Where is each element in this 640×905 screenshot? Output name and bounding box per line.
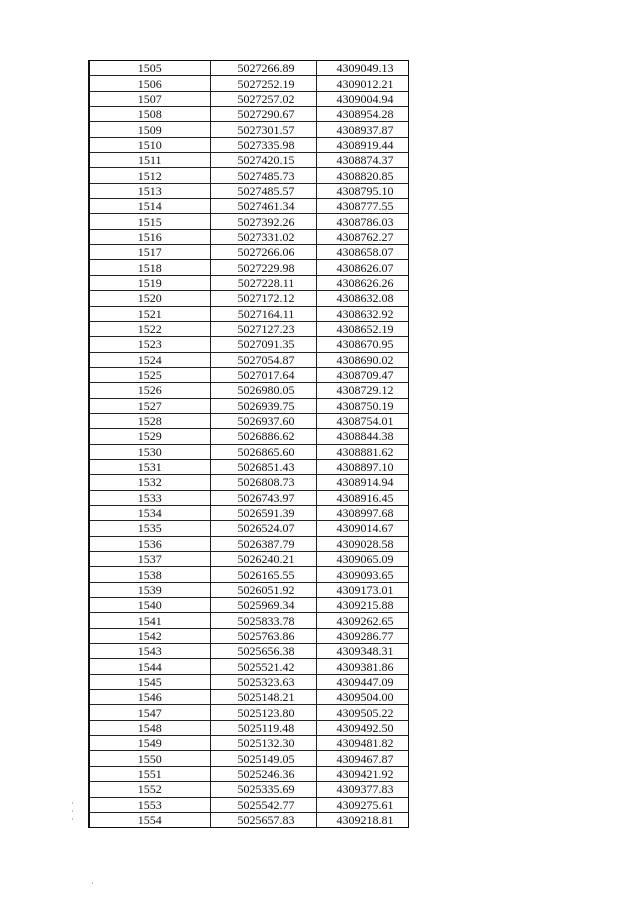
y-coordinate-cell: 4308777.55 [316,199,408,214]
x-coordinate-cell: 5027420.15 [210,153,316,168]
point-number-cell: 1520 [89,291,210,306]
point-number-cell: 1546 [89,690,210,705]
table-row [89,720,408,735]
y-coordinate-cell: 4309447.09 [316,674,408,689]
x-coordinate-cell: 5025123.80 [210,705,316,720]
point-number-cell: 1509 [89,122,210,137]
table-row [89,275,408,290]
point-number-cell: 1532 [89,475,210,490]
table-row [89,153,408,168]
table-row [89,137,408,152]
point-number-cell: 1521 [89,306,210,321]
table-row [89,644,408,659]
point-number-cell: 1514 [89,199,210,214]
table-row [89,168,408,183]
point-number-cell: 1508 [89,107,210,122]
x-coordinate-cell: 5025119.48 [210,720,316,735]
table-row [89,705,408,720]
x-coordinate-cell: 5026387.79 [210,536,316,551]
point-number-cell: 1535 [89,521,210,536]
x-coordinate-cell: 5027266.06 [210,245,316,260]
point-number-cell: 1529 [89,429,210,444]
table-row [89,352,408,367]
table-row [89,674,408,689]
scan-speck [72,810,73,812]
x-coordinate-cell: 5025969.34 [210,598,316,613]
point-number-cell: 1536 [89,536,210,551]
y-coordinate-cell: 4309504.00 [316,690,408,705]
point-number-cell: 1552 [89,782,210,797]
y-coordinate-cell: 4308632.08 [316,291,408,306]
x-coordinate-cell: 5027335.98 [210,137,316,152]
y-coordinate-cell: 4308754.01 [316,413,408,428]
x-coordinate-cell: 5027229.98 [210,260,316,275]
table-row [89,183,408,198]
y-coordinate-cell: 4309173.01 [316,582,408,597]
point-number-cell: 1530 [89,444,210,459]
y-coordinate-cell: 4309348.31 [316,644,408,659]
table-row [89,536,408,551]
y-coordinate-cell: 4308632.92 [316,306,408,321]
y-coordinate-cell: 4309004.94 [316,91,408,106]
table-row [89,245,408,260]
table-row [89,61,408,76]
x-coordinate-cell: 5027127.23 [210,321,316,336]
point-number-cell: 1522 [89,321,210,336]
x-coordinate-cell: 5027257.02 [210,91,316,106]
table-row [89,76,408,91]
table-row [89,260,408,275]
table-row [89,229,408,244]
table-row [89,582,408,597]
y-coordinate-cell: 4309215.88 [316,598,408,613]
x-coordinate-cell: 5027252.19 [210,76,316,91]
x-coordinate-cell: 5026808.73 [210,475,316,490]
point-number-cell: 1542 [89,628,210,643]
point-number-cell: 1506 [89,76,210,91]
table-row [89,199,408,214]
point-number-cell: 1523 [89,337,210,352]
y-coordinate-cell: 4309093.65 [316,567,408,582]
point-number-cell: 1533 [89,490,210,505]
point-number-cell: 1548 [89,720,210,735]
point-number-cell: 1513 [89,183,210,198]
table-row [89,122,408,137]
table-row [89,797,408,812]
x-coordinate-cell: 5027164.11 [210,306,316,321]
table-row [89,214,408,229]
point-number-cell: 1537 [89,552,210,567]
x-coordinate-cell: 5026937.60 [210,413,316,428]
table-row [89,367,408,382]
table-row [89,505,408,520]
x-coordinate-cell: 5027392.26 [210,214,316,229]
point-number-cell: 1554 [89,812,210,827]
point-number-cell: 1547 [89,705,210,720]
table-row [89,383,408,398]
y-coordinate-cell: 4308914.94 [316,475,408,490]
x-coordinate-cell: 5027172.12 [210,291,316,306]
y-coordinate-cell: 4308820.85 [316,168,408,183]
x-coordinate-cell: 5027017.64 [210,367,316,382]
y-coordinate-cell: 4309286.77 [316,628,408,643]
scan-speck [72,818,73,820]
y-coordinate-cell: 4308729.12 [316,383,408,398]
point-number-cell: 1517 [89,245,210,260]
y-coordinate-cell: 4309467.87 [316,751,408,766]
y-coordinate-cell: 4308786.03 [316,214,408,229]
y-coordinate-cell: 4308795.10 [316,183,408,198]
y-coordinate-cell: 4309262.65 [316,613,408,628]
x-coordinate-cell: 5026743.97 [210,490,316,505]
point-number-cell: 1541 [89,613,210,628]
point-number-cell: 1511 [89,153,210,168]
x-coordinate-cell: 5025521.42 [210,659,316,674]
y-coordinate-cell: 4308937.87 [316,122,408,137]
x-coordinate-cell: 5025657.83 [210,812,316,827]
x-coordinate-cell: 5027301.57 [210,122,316,137]
table-row [89,567,408,582]
point-number-cell: 1507 [89,91,210,106]
table-row [89,552,408,567]
point-number-cell: 1510 [89,137,210,152]
table-row [89,306,408,321]
table-row [89,628,408,643]
table-row [89,490,408,505]
point-number-cell: 1545 [89,674,210,689]
y-coordinate-cell: 4308652.19 [316,321,408,336]
y-coordinate-cell: 4309381.86 [316,659,408,674]
y-coordinate-cell: 4308897.10 [316,459,408,474]
y-coordinate-cell: 4308916.45 [316,490,408,505]
table-row [89,475,408,490]
table-row [89,91,408,106]
point-number-cell: 1526 [89,383,210,398]
x-coordinate-cell: 5026886.62 [210,429,316,444]
x-coordinate-cell: 5027485.57 [210,183,316,198]
coordinates-table [88,60,409,828]
y-coordinate-cell: 4309505.22 [316,705,408,720]
point-number-cell: 1544 [89,659,210,674]
y-coordinate-cell: 4309028.58 [316,536,408,551]
x-coordinate-cell: 5026591.39 [210,505,316,520]
x-coordinate-cell: 5026240.21 [210,552,316,567]
x-coordinate-cell: 5027091.35 [210,337,316,352]
point-number-cell: 1531 [89,459,210,474]
y-coordinate-cell: 4309421.92 [316,766,408,781]
y-coordinate-cell: 4308658.07 [316,245,408,260]
x-coordinate-cell: 5025149.05 [210,751,316,766]
point-number-cell: 1519 [89,275,210,290]
table-row [89,291,408,306]
table-row [89,321,408,336]
point-number-cell: 1527 [89,398,210,413]
table-row [89,337,408,352]
table-row [89,459,408,474]
y-coordinate-cell: 4309012.21 [316,76,408,91]
table-row [89,107,408,122]
point-number-cell: 1525 [89,367,210,382]
x-coordinate-cell: 5026524.07 [210,521,316,536]
x-coordinate-cell: 5026165.55 [210,567,316,582]
y-coordinate-cell: 4308750.19 [316,398,408,413]
x-coordinate-cell: 5027331.02 [210,229,316,244]
y-coordinate-cell: 4308709.47 [316,367,408,382]
point-number-cell: 1550 [89,751,210,766]
y-coordinate-cell: 4309481.82 [316,736,408,751]
table-row [89,521,408,536]
x-coordinate-cell: 5027228.11 [210,275,316,290]
coordinates-table-body [89,61,408,828]
x-coordinate-cell: 5025833.78 [210,613,316,628]
y-coordinate-cell: 4308690.02 [316,352,408,367]
x-coordinate-cell: 5025542.77 [210,797,316,812]
x-coordinate-cell: 5027485.73 [210,168,316,183]
y-coordinate-cell: 4309014.67 [316,521,408,536]
x-coordinate-cell: 5025148.21 [210,690,316,705]
x-coordinate-cell: 5025656.38 [210,644,316,659]
y-coordinate-cell: 4309065.09 [316,552,408,567]
x-coordinate-cell: 5027290.67 [210,107,316,122]
x-coordinate-cell: 5027266.89 [210,61,316,76]
table-row [89,398,408,413]
x-coordinate-cell: 5027054.87 [210,352,316,367]
table-row [89,690,408,705]
x-coordinate-cell: 5026051.92 [210,582,316,597]
y-coordinate-cell: 4309275.61 [316,797,408,812]
x-coordinate-cell: 5025323.63 [210,674,316,689]
y-coordinate-cell: 4308874.37 [316,153,408,168]
table-row [89,598,408,613]
point-number-cell: 1551 [89,766,210,781]
point-number-cell: 1505 [89,61,210,76]
scan-speck [72,802,73,804]
x-coordinate-cell: 5026980.05 [210,383,316,398]
table-row [89,782,408,797]
point-number-cell: 1549 [89,736,210,751]
point-number-cell: 1518 [89,260,210,275]
x-coordinate-cell: 5025763.86 [210,628,316,643]
y-coordinate-cell: 4308844.38 [316,429,408,444]
table-row [89,413,408,428]
x-coordinate-cell: 5026865.60 [210,444,316,459]
y-coordinate-cell: 4308954.28 [316,107,408,122]
point-number-cell: 1516 [89,229,210,244]
point-number-cell: 1528 [89,413,210,428]
y-coordinate-cell: 4309049.13 [316,61,408,76]
x-coordinate-cell: 5025335.69 [210,782,316,797]
scan-speck [92,882,93,884]
table-row [89,751,408,766]
y-coordinate-cell: 4309492.50 [316,720,408,735]
x-coordinate-cell: 5026939.75 [210,398,316,413]
point-number-cell: 1512 [89,168,210,183]
x-coordinate-cell: 5027461.34 [210,199,316,214]
y-coordinate-cell: 4308997.68 [316,505,408,520]
table-row [89,659,408,674]
table-row [89,429,408,444]
point-number-cell: 1543 [89,644,210,659]
y-coordinate-cell: 4308881.62 [316,444,408,459]
x-coordinate-cell: 5025246.36 [210,766,316,781]
point-number-cell: 1538 [89,567,210,582]
table-row [89,613,408,628]
table-row [89,812,408,827]
point-number-cell: 1540 [89,598,210,613]
y-coordinate-cell: 4308670.95 [316,337,408,352]
table-row [89,444,408,459]
y-coordinate-cell: 4308626.07 [316,260,408,275]
y-coordinate-cell: 4308626.26 [316,275,408,290]
table-row [89,766,408,781]
point-number-cell: 1553 [89,797,210,812]
x-coordinate-cell: 5026851.43 [210,459,316,474]
point-number-cell: 1534 [89,505,210,520]
y-coordinate-cell: 4308762.27 [316,229,408,244]
x-coordinate-cell: 5025132.30 [210,736,316,751]
point-number-cell: 1524 [89,352,210,367]
y-coordinate-cell: 4309377.83 [316,782,408,797]
point-number-cell: 1515 [89,214,210,229]
y-coordinate-cell: 4308919.44 [316,137,408,152]
y-coordinate-cell: 4309218.81 [316,812,408,827]
point-number-cell: 1539 [89,582,210,597]
table-row [89,736,408,751]
